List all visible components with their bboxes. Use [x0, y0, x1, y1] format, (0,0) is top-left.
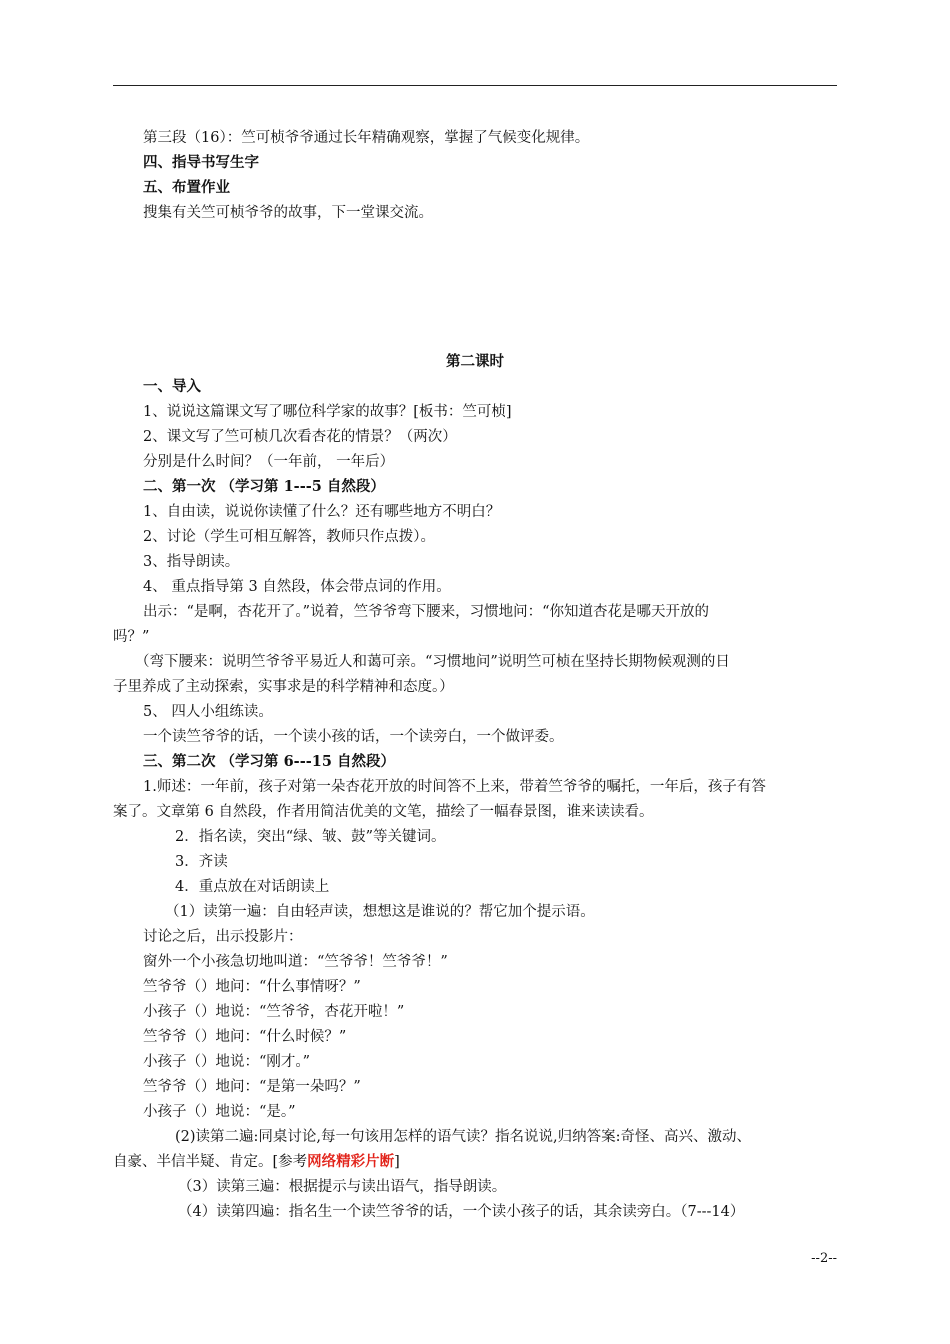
paragraph: 2、课文写了竺可桢几次看杏花的情景？（两次） — [143, 429, 457, 445]
header-rule — [113, 85, 837, 86]
dialogue-line: 竺爷爷（）地问：“什么时候？” — [143, 1029, 347, 1045]
paragraph: 1.师述：一年前，孩子对第一朵杏花开放的时间答不上来，带着竺爷爷的嘱托，一年后，孩子有答 — [143, 779, 766, 795]
paragraph: （4）读第四遍：指名生一个读竺爷爷的话，一个读小孩子的话，其余读旁白。（7---14） — [178, 1204, 745, 1220]
paragraph: 1、说说这篇课文写了哪位科学家的故事？[板书：竺可桢] — [143, 404, 512, 420]
paragraph: （3）读第三遍：根据提示与读出语气，指导朗读。 — [178, 1179, 507, 1195]
paragraph: 4．重点放在对话朗读上 — [175, 879, 330, 895]
heading: 三、第二次 （学习第 6---15 自然段） — [143, 753, 395, 770]
paragraph: 2．指名读，突出“绿、皱、鼓”等关键词。 — [175, 829, 446, 845]
paragraph: 4、 重点指导第 3 自然段，体会带点词的作用。 — [143, 579, 451, 595]
paragraph: 搜集有关竺可桢爷爷的故事，下一堂课交流。 — [143, 205, 433, 221]
paragraph: 一个读竺爷爷的话，一个读小孩的话，一个读旁白，一个做评委。 — [143, 729, 564, 745]
paragraph: 分别是什么时间？（一年前， 一年后） — [143, 454, 395, 470]
page-number: --2-- — [811, 1251, 837, 1266]
dialogue-line: 竺爷爷（）地问：“是第一朵吗？” — [143, 1079, 361, 1095]
reference-link[interactable]: 网络精彩片断 — [307, 1153, 395, 1170]
paragraph — [113, 1152, 400, 1172]
paragraph: 2、讨论（学生可相互解答，教师只作点拨）。 — [143, 529, 435, 545]
paragraph: 5、 四人小组练读。 — [143, 704, 273, 720]
heading: 一、导入 — [143, 378, 201, 395]
paragraph-text: ] — [394, 1154, 400, 1170]
dialogue-line: 窗外一个小孩急切地叫道：“竺爷爷！竺爷爷！” — [143, 954, 448, 970]
paragraph-text: 自豪、半信半疑、肯定。[参考 — [113, 1154, 308, 1170]
paragraph: （弯下腰来：说明竺爷爷平易近人和蔼可亲。“习惯地问”说明竺可桢在坚持长期物候观测的日 — [135, 654, 730, 670]
dialogue-line: 小孩子（）地说：“竺爷爷，杏花开啦！” — [143, 1004, 405, 1020]
dialogue-line: 小孩子（）地说：“刚才。” — [143, 1054, 311, 1070]
paragraph: 第三段（16）：竺可桢爷爷通过长年精确观察，掌握了气候变化规律。 — [143, 130, 590, 146]
paragraph: 讨论之后，出示投影片： — [143, 929, 303, 945]
dialogue-line: 竺爷爷（）地问：“什么事情呀？” — [143, 979, 361, 995]
paragraph: 1、自由读，说说你读懂了什么？还有哪些地方不明白？ — [143, 504, 501, 520]
dialogue-line: 小孩子（）地说：“是。” — [143, 1104, 296, 1120]
paragraph: 3．齐读 — [175, 854, 228, 870]
heading: 五、布置作业 — [143, 179, 230, 196]
paragraph: 案了。文章第 6 自然段，作者用简洁优美的文笔，描绘了一幅春景图，谁来读读看。 — [113, 804, 654, 820]
paragraph: 3、指导朗读。 — [143, 554, 240, 570]
paragraph: 出示：“是啊，杏花开了。”说着，竺爷爷弯下腰来，习惯地问：“你知道杏花是哪天开放的 — [143, 604, 709, 620]
heading: 四、指导书写生字 — [143, 154, 259, 171]
paragraph: 吗？” — [113, 629, 150, 645]
paragraph: （1）读第一遍：自由轻声读，想想这是谁说的？帮它加个提示语。 — [165, 904, 595, 920]
paragraph: (2)读第二遍:同桌讨论,每一句该用怎样的语气读？指名说说,归纳答案:奇怪、高兴、激动、 — [175, 1129, 752, 1145]
paragraph: 子里养成了主动探索，实事求是的科学精神和态度。） — [113, 679, 454, 695]
heading: 二、第一次 （学习第 1---5 自然段） — [143, 478, 385, 495]
lesson-title: 第二课时 — [446, 353, 504, 370]
